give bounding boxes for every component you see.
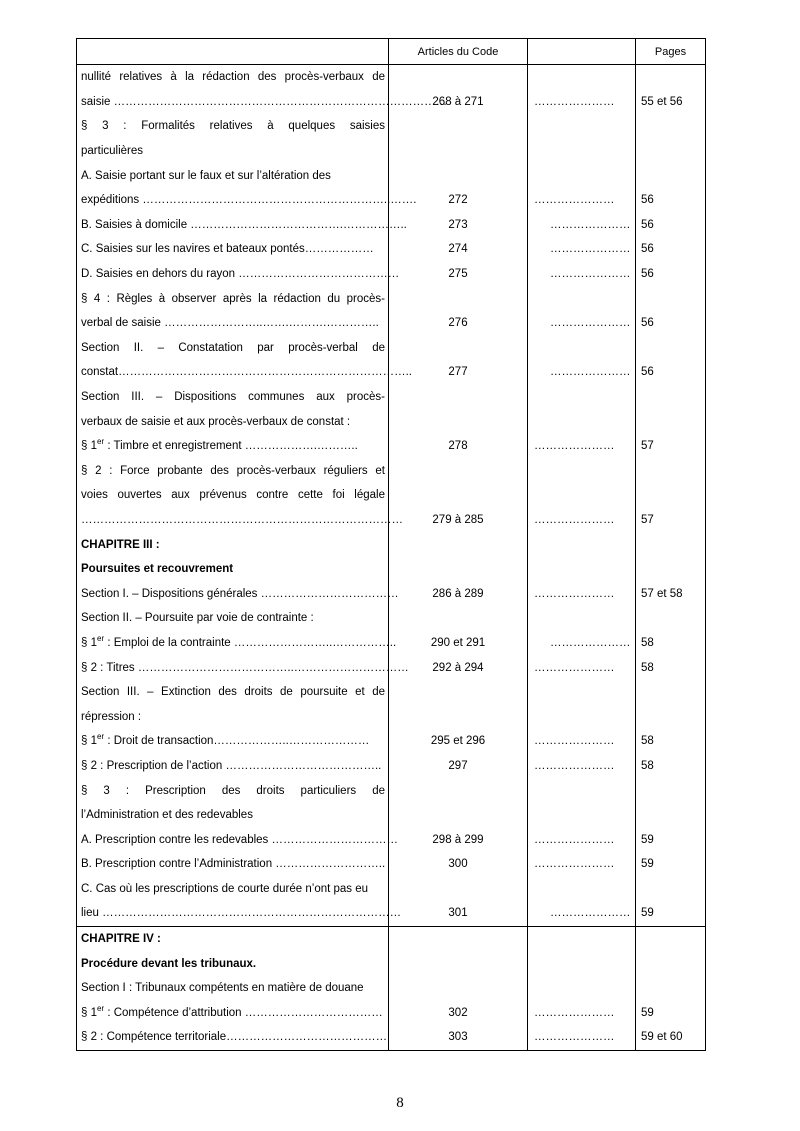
page-ref: [636, 459, 706, 484]
leader-dots: [528, 926, 636, 951]
article-range: [389, 114, 528, 139]
article-range: 273: [389, 213, 528, 238]
article-range: 290 et 291: [389, 631, 528, 656]
table-row: [77, 114, 706, 139]
table-row: [77, 360, 706, 385]
leader-dots: …………………: [528, 852, 636, 877]
page-ref: [636, 557, 706, 582]
entry-title-rest: : Emploi de la contrainte ……………………..……………..: [104, 636, 397, 649]
leader-dots: …………………: [528, 508, 636, 533]
entry-title-text: expéditions ………………………………………………………..…….: [81, 194, 417, 207]
superscript: er: [97, 634, 105, 644]
entry-title: [77, 852, 389, 877]
article-range: 303: [389, 1025, 528, 1050]
table-row: [77, 311, 706, 336]
entry-title-text: § 2 : Titres …………………………………..…………………………: [81, 661, 409, 674]
leader-dots: [528, 877, 636, 902]
entry-title-text: § 4 : Règles à observer après la rédaction du procès-: [81, 292, 385, 305]
entry-title-text: § 2 : Force probante des procès-verbaux réguliers et: [81, 464, 385, 477]
article-range: [389, 385, 528, 410]
table-row: [77, 163, 706, 188]
entry-title-text: § 1: [81, 636, 97, 649]
page-ref: [636, 65, 706, 90]
article-range: 292 à 294: [389, 655, 528, 680]
page-ref: 59: [636, 827, 706, 852]
superscript: er: [97, 437, 105, 447]
page-ref: [636, 532, 706, 557]
leader-dots: …………………: [528, 754, 636, 779]
entry-title-text: voies ouvertes aux prévenus contre cette foi légale: [81, 489, 385, 502]
leader-dots: [528, 114, 636, 139]
article-range: [389, 877, 528, 902]
page-number: 8: [396, 1095, 404, 1111]
page-ref: 57: [636, 434, 706, 459]
table-row: [77, 901, 706, 926]
page-ref: 58: [636, 729, 706, 754]
entry-title-text: C. Saisies sur les navires et bateaux pontés………………: [81, 243, 374, 256]
table-row: [77, 976, 706, 1001]
page-ref: [636, 704, 706, 729]
page-ref: 59: [636, 901, 706, 926]
page-ref: [636, 163, 706, 188]
entry-title-text: B. Saisies à domicile ………………………………….……………..: [81, 218, 407, 231]
article-range: [389, 803, 528, 828]
superscript: er: [97, 1004, 105, 1014]
entry-title: [77, 237, 389, 262]
superscript: er: [97, 732, 105, 742]
article-range: 268 à 271: [389, 90, 528, 115]
entry-title: [77, 778, 389, 803]
leader-dots: …………………: [528, 581, 636, 606]
entry-title: [77, 877, 389, 902]
entry-title: [77, 90, 448, 115]
article-range: 302: [389, 1001, 528, 1026]
entry-title-text: § 1: [81, 1006, 97, 1019]
entry-title-text: D. Saisies en dehors du rayon ……………………………………: [81, 268, 400, 281]
page-ref: 59: [636, 852, 706, 877]
article-range: 301: [389, 901, 528, 926]
article-range: 279 à 285: [389, 508, 528, 533]
entry-title-text: § 3 : Formalités relatives à quelques saisies: [81, 120, 385, 133]
page-ref: 56: [636, 311, 706, 336]
entry-title-text: § 2 : Prescription de l’action …………………………………..: [81, 759, 382, 772]
entry-title-text: Section III. – Dispositions communes aux procès-: [81, 391, 385, 404]
article-range: 276: [389, 311, 528, 336]
entry-title: [77, 606, 389, 631]
entry-title-text: CHAPITRE III :: [81, 538, 160, 551]
article-range: [389, 532, 528, 557]
entry-title-text: Section II. – Poursuite par voie de contrainte :: [81, 612, 314, 625]
article-range: 275: [389, 262, 528, 287]
table-row: [77, 951, 706, 976]
entry-title: [77, 336, 389, 361]
table-row: [77, 336, 706, 361]
page-ref: [636, 139, 706, 164]
entry-title-rest: : Timbre et enregistrement ……………….………..: [104, 440, 358, 453]
entry-title-text: A. Saisie portant sur le faux et sur l’altération des: [81, 169, 331, 182]
table-row: [77, 237, 706, 262]
page-ref: [636, 778, 706, 803]
entry-title: [77, 385, 389, 410]
article-range: 277: [389, 360, 528, 385]
article-range: [389, 557, 528, 582]
entry-title: [77, 631, 397, 656]
leader-dots: …………………: [528, 360, 636, 385]
entry-title-text: constat…………………………………………………………………..: [81, 366, 412, 379]
page-ref: 59 et 60: [636, 1025, 706, 1050]
entry-title-text: nullité relatives à la rédaction des procès-verbaux de: [81, 71, 385, 84]
leader-dots: [528, 680, 636, 705]
leader-dots: [528, 409, 636, 434]
article-range: 274: [389, 237, 528, 262]
article-range: 298 à 299: [389, 827, 528, 852]
page-ref: [636, 385, 706, 410]
leader-dots: …………………: [528, 655, 636, 680]
page-ref: 58: [636, 754, 706, 779]
page-ref: [636, 803, 706, 828]
leader-dots: [528, 286, 636, 311]
table-row: [77, 508, 706, 533]
entry-title-text: § 2 : Compétence territoriale……………………………………: [81, 1031, 388, 1044]
entry-title: [77, 1001, 389, 1026]
entry-title: [77, 434, 389, 459]
entry-title-rest: : Droit de transaction………………..…………………: [104, 735, 370, 748]
article-range: [389, 951, 528, 976]
entry-title: [77, 655, 409, 680]
entry-title: [77, 409, 389, 434]
page-ref: [636, 114, 706, 139]
chapter-block: [77, 65, 706, 927]
leader-dots: [528, 976, 636, 1001]
leader-dots: [528, 459, 636, 484]
entry-title: [77, 163, 389, 188]
table-row: [77, 532, 706, 557]
leader-dots: [528, 557, 636, 582]
article-range: [389, 336, 528, 361]
table-row: [77, 778, 706, 803]
entry-title-text: …………………………………………………………………………: [81, 513, 403, 526]
table-row: [77, 1001, 706, 1026]
entry-title: [77, 557, 389, 582]
page-ref: [636, 926, 706, 951]
entry-title: [77, 532, 389, 557]
entry-title-text: verbaux de saisie et aux procès-verbaux de constat :: [81, 415, 351, 428]
entry-title: [77, 483, 389, 508]
table-row: [77, 385, 706, 410]
entry-title: [77, 976, 389, 1001]
chapter-iv-block: [77, 926, 706, 1050]
table-row: [77, 139, 706, 164]
entry-title-text: verbal de saisie ……………………..…….……….…………..: [81, 317, 379, 330]
page-ref: 58: [636, 631, 706, 656]
entry-title-text: Procédure devant les tribunaux.: [81, 957, 257, 970]
page-ref: [636, 606, 706, 631]
page-ref: 55 et 56: [636, 90, 706, 115]
entry-title-text: Section I. – Dispositions générales ………………………………: [81, 587, 399, 600]
leader-dots: …………………: [528, 311, 636, 336]
entry-title-text: § 1: [81, 735, 97, 748]
table-row: [77, 803, 706, 828]
article-range: 295 et 296: [389, 729, 528, 754]
leader-dots: …………………: [528, 901, 636, 926]
leader-dots: …………………: [528, 213, 636, 238]
header-pages-cell: Pages: [636, 39, 706, 65]
article-range: 297: [389, 754, 528, 779]
leader-dots: …………………: [528, 827, 636, 852]
leader-dots: [528, 532, 636, 557]
entry-title-text: lieu ……………………………………………………………………: [81, 907, 402, 920]
entry-title-text: Section I : Tribunaux compétents en matière de douane: [81, 982, 364, 995]
article-range: [389, 139, 528, 164]
leader-dots: …………………: [528, 1001, 636, 1026]
table-row: [77, 213, 706, 238]
leader-dots: …………………: [528, 237, 636, 262]
leader-dots: …………………: [528, 631, 636, 656]
entry-title: [77, 926, 389, 951]
entry-title-text: particulières: [81, 145, 143, 158]
table-row: [77, 877, 706, 902]
leader-dots: [528, 139, 636, 164]
page-ref: [636, 286, 706, 311]
article-range: [389, 286, 528, 311]
leader-dots: [528, 778, 636, 803]
page-ref: [636, 483, 706, 508]
leader-dots: …………………: [528, 434, 636, 459]
page-ref: 58: [636, 655, 706, 680]
table-row: [77, 827, 706, 852]
page-ref: 57: [636, 508, 706, 533]
table-row: [77, 65, 706, 90]
entry-title: [77, 508, 403, 533]
entry-title: [77, 704, 389, 729]
page-ref: 56: [636, 213, 706, 238]
leader-dots: [528, 704, 636, 729]
entry-title: [77, 360, 412, 385]
table-row: [77, 286, 706, 311]
page-ref: 59: [636, 1001, 706, 1026]
entry-title: [77, 213, 407, 238]
entry-title: [77, 188, 417, 213]
entry-title: [77, 65, 389, 90]
page-ref: 56: [636, 237, 706, 262]
entry-title: [77, 286, 389, 311]
table-row: [77, 729, 706, 754]
table-header-row: [77, 39, 706, 65]
article-range: [389, 409, 528, 434]
page-ref: [636, 336, 706, 361]
entry-title-text: A. Prescription contre les redevables ……………………………: [81, 833, 398, 846]
leader-dots: [528, 163, 636, 188]
entry-title-text: répression :: [81, 710, 142, 723]
page-ref: [636, 951, 706, 976]
table-row: [77, 680, 706, 705]
entry-title-text: saisie ……………………………………………………………………………: [81, 95, 448, 108]
article-range: [389, 680, 528, 705]
entry-title: [77, 803, 389, 828]
table-row: [77, 1025, 706, 1050]
entry-title-text: Section III. – Extinction des droits de poursuite et de: [81, 686, 385, 699]
header-articles-cell: Articles du Code: [389, 39, 528, 65]
header-dots-cell: [528, 39, 636, 65]
table-row: [77, 655, 706, 680]
leader-dots: …………………: [528, 262, 636, 287]
table-row: [77, 852, 706, 877]
article-range: [389, 459, 528, 484]
table-row: [77, 459, 706, 484]
leader-dots: [528, 606, 636, 631]
article-range: [389, 483, 528, 508]
entry-title-text: § 1: [81, 440, 97, 453]
leader-dots: [528, 483, 636, 508]
page-ref: [636, 976, 706, 1001]
table-row: [77, 483, 706, 508]
leader-dots: [528, 951, 636, 976]
entry-title-rest: : Compétence d’attribution ………………………………: [104, 1006, 383, 1019]
leader-dots: …………………: [528, 729, 636, 754]
entry-title: [77, 114, 389, 139]
article-range: [389, 976, 528, 1001]
entry-title-text: Poursuites et recouvrement: [81, 563, 234, 576]
leader-dots: …………………: [528, 188, 636, 213]
table-row: [77, 557, 706, 582]
leader-dots: [528, 65, 636, 90]
leader-dots: [528, 336, 636, 361]
article-range: [389, 926, 528, 951]
entry-title: [77, 951, 389, 976]
entry-title: [77, 139, 389, 164]
table-row: [77, 188, 706, 213]
entry-title: [77, 680, 389, 705]
article-range: [389, 606, 528, 631]
table-of-contents: [76, 38, 706, 1051]
entry-title: [77, 1025, 389, 1050]
leader-dots: [528, 385, 636, 410]
table-row: [77, 926, 706, 951]
entry-title: [77, 581, 399, 606]
table-row: [77, 581, 706, 606]
entry-title-text: B. Prescription contre l’Administration ………………………..: [81, 858, 386, 871]
table-row: [77, 606, 706, 631]
entry-title-text: C. Cas où les prescriptions de courte durée n’ont pas eu: [81, 882, 369, 895]
page-ref: 56: [636, 262, 706, 287]
entry-title: [77, 729, 389, 754]
leader-dots: …………………: [528, 1025, 636, 1050]
entry-title-text: Section II. – Constatation par procès-verbal de: [81, 341, 385, 354]
entry-title-text: § 3 : Prescription des droits particuliers de: [81, 784, 385, 797]
page-ref: [636, 877, 706, 902]
article-range: 286 à 289: [389, 581, 528, 606]
page-ref: 56: [636, 188, 706, 213]
article-range: 300: [389, 852, 528, 877]
entry-title: [77, 827, 398, 852]
table-row: [77, 434, 706, 459]
table-row: [77, 704, 706, 729]
page-ref: [636, 680, 706, 705]
entry-title: [77, 754, 389, 779]
entry-title: [77, 901, 402, 926]
entry-title-text: l’Administration et des redevables: [81, 809, 253, 822]
page-ref: 56: [636, 360, 706, 385]
page-ref: 57 et 58: [636, 581, 706, 606]
entry-title: [77, 459, 389, 484]
entry-title: [77, 262, 400, 287]
page-ref: [636, 409, 706, 434]
article-range: [389, 163, 528, 188]
entry-title-text: CHAPITRE IV :: [81, 933, 161, 946]
article-range: 278: [389, 434, 528, 459]
table-row: [77, 631, 706, 656]
article-range: [389, 778, 528, 803]
leader-dots: …………………: [528, 90, 636, 115]
table-row: [77, 754, 706, 779]
article-range: 272: [389, 188, 528, 213]
table-row: [77, 409, 706, 434]
header-title-cell: [77, 39, 389, 65]
entry-title: [77, 311, 389, 336]
article-range: [389, 65, 528, 90]
table-row: [77, 90, 706, 115]
leader-dots: [528, 803, 636, 828]
article-range: [389, 704, 528, 729]
table-row: [77, 262, 706, 287]
